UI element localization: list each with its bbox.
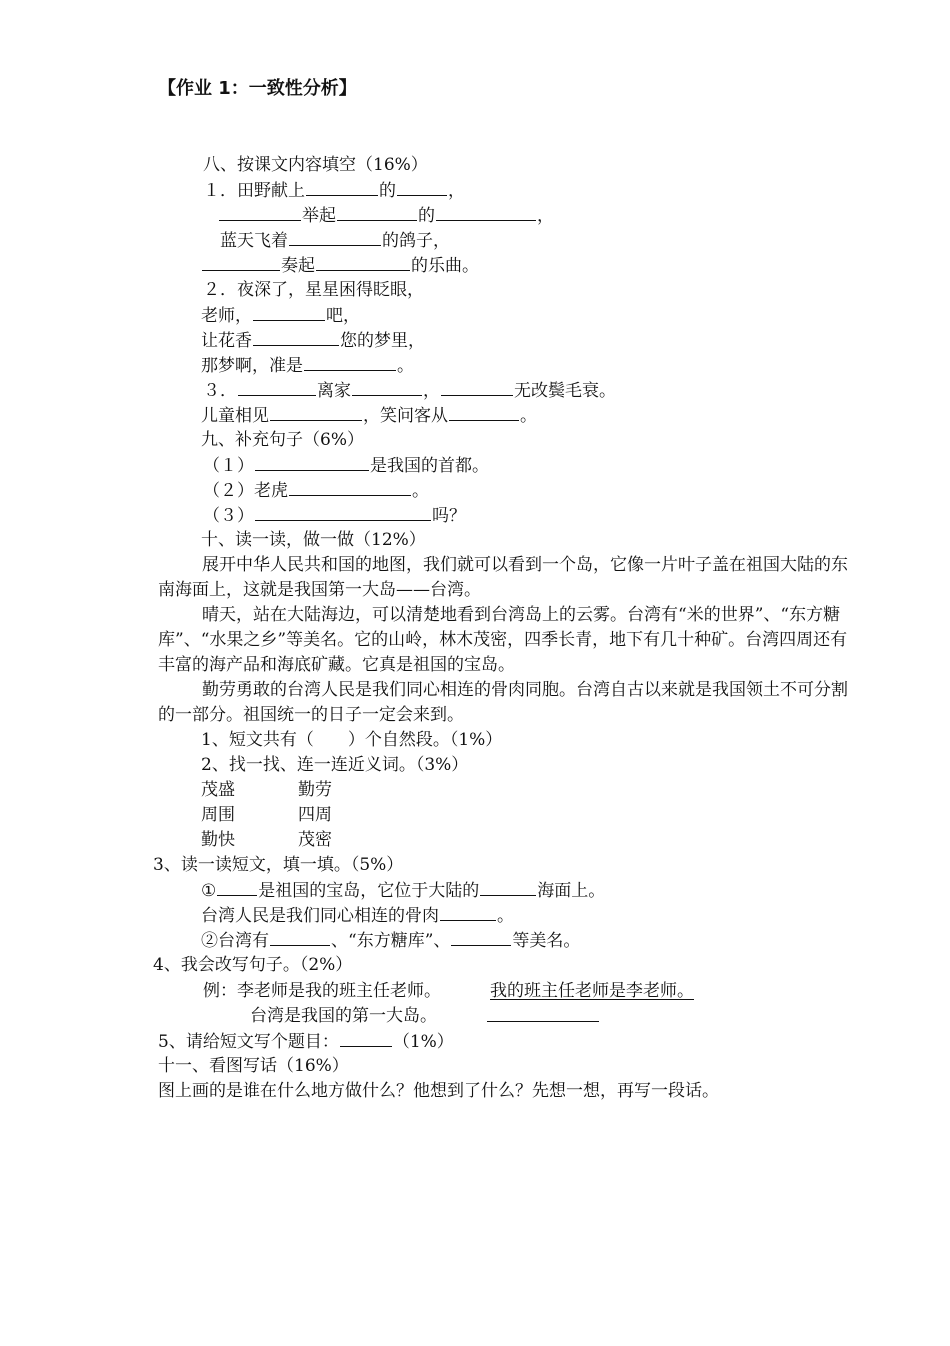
blank[interactable] (255, 504, 431, 521)
s8-q2-line1: ２．夜深了，星星困得眨眼， (203, 280, 424, 300)
s10-paragraph-3: 勤劳勇敢的台湾人民是我们同心相连的骨肉同胞。台湾自古以来就是我国领土不可分割的一部分。祖国统一的日子一定会来到。 (158, 680, 848, 725)
s8-q1b-end: ， (537, 206, 554, 226)
s11-instruction: 图上画的是谁在什么地方做什么？他想到了什么？先想一想，再写一段话。 (158, 1081, 719, 1101)
s8-q2-d2: 。 (397, 356, 414, 376)
s8-q1-line1 (203, 179, 465, 202)
s10-q4-example-answer: 我的班主任老师是李老师。 (490, 981, 694, 1001)
blank[interactable] (449, 404, 519, 421)
blank[interactable] (480, 879, 536, 896)
s8-q2-c1: 让花香 (201, 331, 252, 351)
s8-q1-line4 (201, 254, 479, 277)
s9-i3a: （３） (203, 506, 254, 526)
s10-q3b2: 。 (497, 906, 514, 926)
s9-i1a: （１） (203, 456, 254, 476)
blank[interactable] (270, 929, 330, 946)
blank[interactable] (219, 204, 301, 221)
s9-item-1 (203, 454, 489, 477)
s10-q3c2: 、“东方糖库”、 (331, 931, 451, 951)
s8-q3-line1 (203, 379, 616, 402)
s10-q5a: 5、请给短文写个题目： (158, 1032, 339, 1052)
s8-q2-c2: 您的梦里， (340, 331, 425, 351)
s8-q2-b1: 老师， (201, 306, 252, 326)
s8-q3-a2: 离家 (317, 381, 351, 401)
s9-i2b: 。 (412, 481, 429, 501)
s8-q1c-b: 的鸽子， (382, 231, 450, 251)
blank[interactable] (352, 379, 422, 396)
blank[interactable] (304, 354, 396, 371)
section-11-heading: 十一、看图写话（16%） (158, 1056, 349, 1076)
s10-q4-question: 台湾是我国的第一大岛。 (250, 1006, 437, 1026)
s9-item-2 (203, 479, 429, 502)
blank[interactable] (451, 929, 511, 946)
word-right-2[interactable]: 四周 (298, 805, 332, 825)
blank[interactable] (253, 329, 339, 346)
blank[interactable] (340, 1030, 392, 1047)
s10-q3a2: 是祖国的宝岛，它位于大陆的 (258, 881, 480, 901)
s10-q4-example: 例：李老师是我的班主任老师。 (203, 981, 441, 1001)
blank[interactable] (487, 1005, 599, 1022)
s9-i1b: 是我国的首都。 (370, 456, 489, 476)
blank[interactable] (306, 179, 378, 196)
s10-q3a1: ① (201, 881, 217, 901)
s10-q1: 1、短文共有（ ）个自然段。（1%） (201, 730, 503, 750)
blank[interactable] (270, 404, 362, 421)
blank[interactable] (238, 379, 316, 396)
s8-q3-a4: 无改鬓毛衰。 (514, 381, 616, 401)
s10-q5b: （1%） (392, 1032, 454, 1052)
s10-q3c1: ②台湾有 (201, 931, 269, 951)
s10-q5 (158, 1030, 454, 1053)
s10-q2: 2、找一找、连一连近义词。（3%） (201, 755, 469, 775)
blank[interactable] (316, 254, 410, 271)
s8-q1b-raise: 举起 (302, 206, 336, 226)
blank[interactable] (436, 204, 536, 221)
s8-q1-de: 的 (379, 181, 396, 201)
blank[interactable] (255, 454, 369, 471)
s8-q3-a3: ， (423, 381, 440, 401)
blank[interactable] (202, 254, 280, 271)
s10-q3-line2 (201, 904, 514, 927)
s10-q3c3: 等美名。 (512, 931, 581, 951)
blank[interactable] (289, 229, 381, 246)
word-left-2[interactable]: 周围 (201, 805, 235, 825)
s10-paragraph-1: 展开中华人民共和国的地图，我们就可以看到一个岛，它像一片叶子盖在祖国大陆的东南海面上，这就是我国第一大岛——台湾。 (158, 555, 848, 600)
blank[interactable] (217, 879, 257, 896)
s8-q1-line2 (218, 204, 554, 227)
word-left-3[interactable]: 勤快 (201, 830, 235, 850)
s8-q2-d1: 那梦啊，准是 (201, 356, 303, 376)
section-8-heading: 八、按课文内容填空（16%） (203, 155, 428, 175)
s10-q3b1: 台湾人民是我们同心相连的骨肉 (201, 906, 439, 926)
s8-q1b-de: 的 (418, 206, 435, 226)
blank[interactable] (397, 179, 447, 196)
s8-q3-b3: 。 (520, 406, 537, 426)
s10-q3: 3、读一读短文，填一填。（5%） (153, 855, 404, 875)
blank[interactable] (253, 304, 325, 321)
s10-q4: 4、我会改写句子。（2%） (153, 955, 353, 975)
s8-q2-line4 (201, 354, 414, 377)
s8-q3-a1: ３． (203, 381, 237, 401)
s9-i3b: 吗？ (432, 506, 466, 526)
word-right-1[interactable]: 勤劳 (298, 780, 332, 800)
s8-q3-b2: ，笑问客从 (363, 406, 448, 426)
blank[interactable] (337, 204, 417, 221)
s8-q1d-a: 奏起 (281, 256, 315, 276)
section-10-heading: 十、读一读，做一做（12%） (201, 530, 426, 550)
section-9-heading: 九、补充句子（6%） (201, 430, 364, 450)
s9-i2a: （２）老虎 (203, 481, 288, 501)
s10-q3a3: 海面上。 (537, 881, 606, 901)
page-title: 【作业 1：一致性分析】 (158, 78, 357, 99)
s10-q4-answer-blank[interactable] (486, 1005, 600, 1028)
s8-q1-end: ， (448, 181, 465, 201)
s9-item-3 (203, 504, 466, 527)
blank[interactable] (440, 904, 496, 921)
s8-q1-line3 (220, 229, 450, 252)
s8-q2-line2 (201, 304, 360, 327)
s8-q3-line2 (201, 404, 537, 427)
s8-q3-b1: 儿童相见 (201, 406, 269, 426)
s10-paragraph-2: 晴天，站在大陆海边，可以清楚地看到台湾岛上的云雾。台湾有“米的世界”、“东方糖库”、“水果之乡”等美名。它的山岭，林木茂密，四季长青，地下有几十种矿。台湾四周还有丰富的海产品和海底矿藏。它真是祖国的宝岛。 (158, 605, 848, 675)
s8-q2-b2: 吧， (326, 306, 360, 326)
s8-q1-prefix: １．田野献上 (203, 181, 305, 201)
s8-q2-line3 (201, 329, 425, 352)
blank[interactable] (289, 479, 411, 496)
blank[interactable] (441, 379, 513, 396)
word-left-1[interactable]: 茂盛 (201, 780, 235, 800)
s10-q3-line1 (201, 879, 605, 902)
s8-q1d-b: 的乐曲。 (411, 256, 479, 276)
s8-q1c-a: 蓝天飞着 (220, 231, 288, 251)
word-right-3[interactable]: 茂密 (298, 830, 332, 850)
s10-q3-line3 (201, 929, 580, 952)
